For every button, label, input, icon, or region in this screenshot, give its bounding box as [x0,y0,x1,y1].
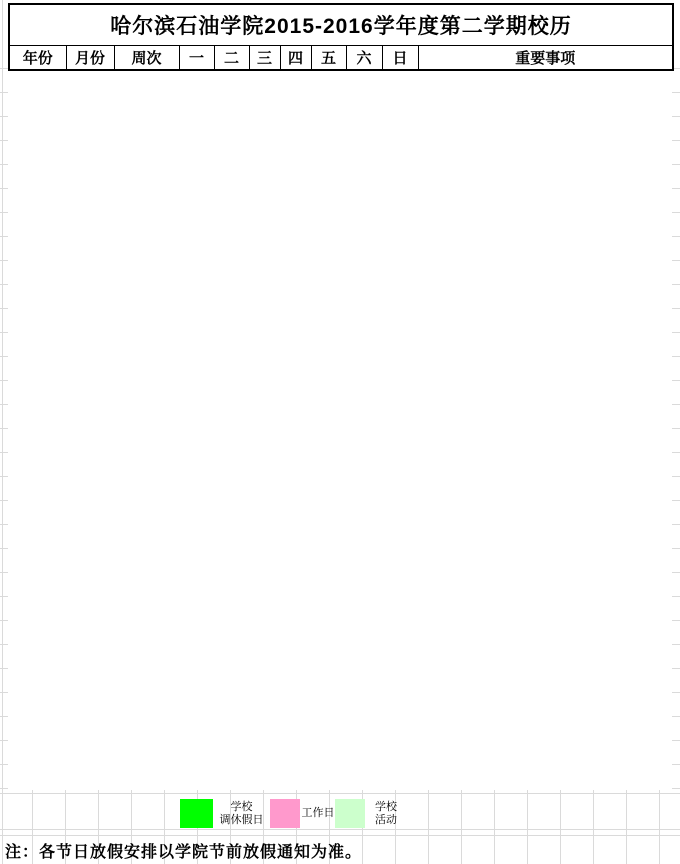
title-row [9,4,673,46]
header-row [9,46,673,71]
header-day-sat: 六 [346,46,382,71]
header-month: 月份 [66,46,114,71]
faint-gridline [593,790,594,864]
faint-gridline [672,116,680,117]
header-day-wed: 三 [249,46,280,71]
legend-label-workday [300,799,336,828]
legend-label-line: 学校 [230,801,253,813]
faint-gridline [672,428,680,429]
faint-gridline [672,548,680,549]
faint-gridline [672,284,680,285]
faint-gridline [672,188,680,189]
faint-gridline [672,356,680,357]
legend-label-holiday [213,799,270,828]
footnote: 注：各节日放假安排以学院节前放假通知为准。 [5,844,363,861]
faint-gridline [0,835,680,836]
faint-gridline [672,572,680,573]
legend-label-line: 活动 [375,814,397,826]
faint-gridline [672,236,680,237]
faint-gridline [672,740,680,741]
faint-gridline [560,790,561,864]
legend-label-line: 学校 [375,801,397,813]
faint-gridline [672,524,680,525]
faint-gridline [672,476,680,477]
faint-gridline [428,790,429,864]
page-title: 哈尔滨石油学院2015-2016学年度第二学期校历 [9,4,673,46]
faint-gridline [672,692,680,693]
faint-gridline [626,790,627,864]
faint-gridline [672,380,680,381]
legend-swatch-workday [270,799,300,828]
faint-gridline [527,790,528,864]
legend-label-line: 工作日 [301,807,335,819]
calendar-table [8,3,674,71]
legend-swatch-activity [335,799,365,828]
header-events: 重要事项 [418,46,673,71]
faint-gridline [672,788,680,789]
faint-gridline [672,404,680,405]
faint-gridline [672,596,680,597]
header-day-fri: 五 [311,46,346,71]
faint-gridline [672,212,680,213]
faint-gridline [672,452,680,453]
faint-gridline [0,793,680,794]
faint-gridline [672,644,680,645]
header-week: 周次 [114,46,179,71]
header-day-mon: 一 [179,46,214,71]
faint-gridline [672,620,680,621]
faint-gridline [672,164,680,165]
faint-gridline [659,790,660,864]
header-year: 年份 [9,46,66,71]
faint-gridline [672,716,680,717]
faint-gridline [672,140,680,141]
header-day-thu: 四 [280,46,311,71]
legend-label-activity [365,799,407,828]
faint-gridline [2,0,3,864]
faint-gridline [461,790,462,864]
header-day-tue: 二 [214,46,249,71]
faint-gridline [672,308,680,309]
header-day-sun: 日 [382,46,418,71]
legend-swatch-holiday [180,799,213,828]
faint-gridline [672,500,680,501]
faint-gridline [672,668,680,669]
legend-label-line: 调休假日 [219,814,264,826]
faint-gridline [0,829,680,830]
faint-gridline [672,260,680,261]
faint-gridline [494,790,495,864]
faint-gridline [672,332,680,333]
faint-gridline [672,764,680,765]
faint-gridline [672,92,680,93]
